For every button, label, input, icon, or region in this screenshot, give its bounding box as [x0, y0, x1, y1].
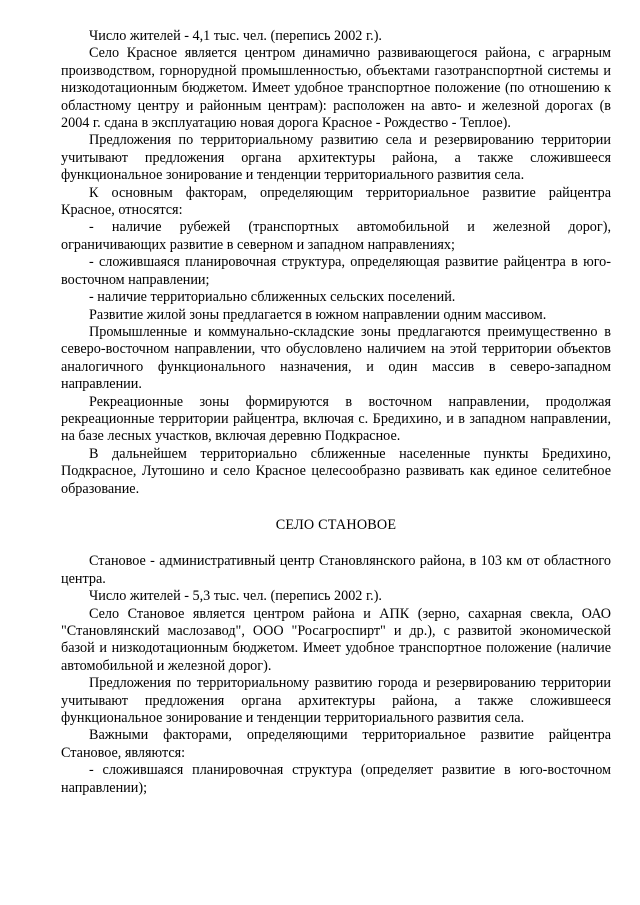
list-item: - наличие территориально сближенных сельских поселений. — [89, 289, 456, 306]
section-krasnoe — [61, 28, 611, 498]
paragraph: В дальнейшем территориально сближенные населенные пункты Бредихино, Подкрасное, Лутошино и село Красное целесообразно развивать как единое селитебное образование. — [61, 445, 611, 497]
paragraph: Важными факторами, определяющими территориальное развитие райцентра Становое, являются: — [61, 727, 611, 761]
paragraph: Становое - административный центр Становлянского района, в 103 км от областного центра. — [61, 553, 611, 587]
paragraph: Число жителей - 5,3 тыс. чел. (перепись 2002 г.). — [89, 588, 382, 605]
list-item: - сложившаяся планировочная структура, определяющая развитие райцентра в юго-восточном направлении; — [61, 254, 611, 288]
document-page — [61, 28, 611, 797]
paragraph: К основным факторам, определяющим территориальное развитие райцентра Красное, относятся: — [61, 184, 611, 219]
section-heading: СЕЛО СТАНОВОЕ — [275, 516, 397, 533]
list-item: - сложившаяся планировочная структура (определяет развитие в юго-восточном направлении); — [61, 762, 611, 796]
paragraph: Село Становое является центром района и АПК (зерно, сахарная свекла, ОАО "Становлянский маслозавод", ООО "Росагроспирт" и др.), с развитой экономической базой и низкодотационным бюджетом. Имеет удобное транспортное положение (наличие автомобильной и железной дорог). — [61, 605, 611, 674]
paragraph: Промышленные и коммунально-складские зоны предлагаются преимущественно в северо-восточном направлении, что обусловлено наличием на этой территории объектов аналогичного функционального назначения, и один массив в северо-западном направлении. — [61, 323, 611, 393]
section-stanovoe — [61, 553, 611, 797]
paragraph: Число жителей - 4,1 тыс. чел. (перепись 2002 г.). — [89, 28, 382, 44]
paragraph: Предложения по территориальному развитию города и резервированию территории учитывают предложения органа архитектуры района, а также сложившееся функциональное зонирование и тенденции территориального развития села. — [61, 675, 611, 727]
paragraph: Рекреационные зоны формируются в восточном направлении, продолжая рекреационные территории райцентра, включая с. Бредихино, и в западном направлении, на базе лесных участков, включая деревню Подкрасное. — [61, 393, 611, 445]
paragraph: Развитие жилой зоны предлагается в южном направлении одним массивом. — [89, 306, 547, 323]
list-item: - наличие рубежей (транспортных автомобильной и железной дорог), ограничивающих развитие в северном и западном направлениях; — [61, 219, 611, 253]
paragraph: Село Красное является центром динамично развивающегося района, с аграрным производством, горнорудной промышленностью, объектами газотранспортной системы и низкодотационным бюджетом. Имеет удобное транспортное положение (по отношению к областному центру и районным центрам): расположен на авто- и железной дорогах (в 2004 г. сдана в эксплуатацию новая дорога Красное - Рождество - Теплое). — [61, 45, 611, 132]
paragraph: Предложения по территориальному развитию села и резервированию территории учитывают предложения органа архитектуры района, а также сложившееся функциональное зонирование и тенденции территориального развития села. — [61, 132, 611, 184]
